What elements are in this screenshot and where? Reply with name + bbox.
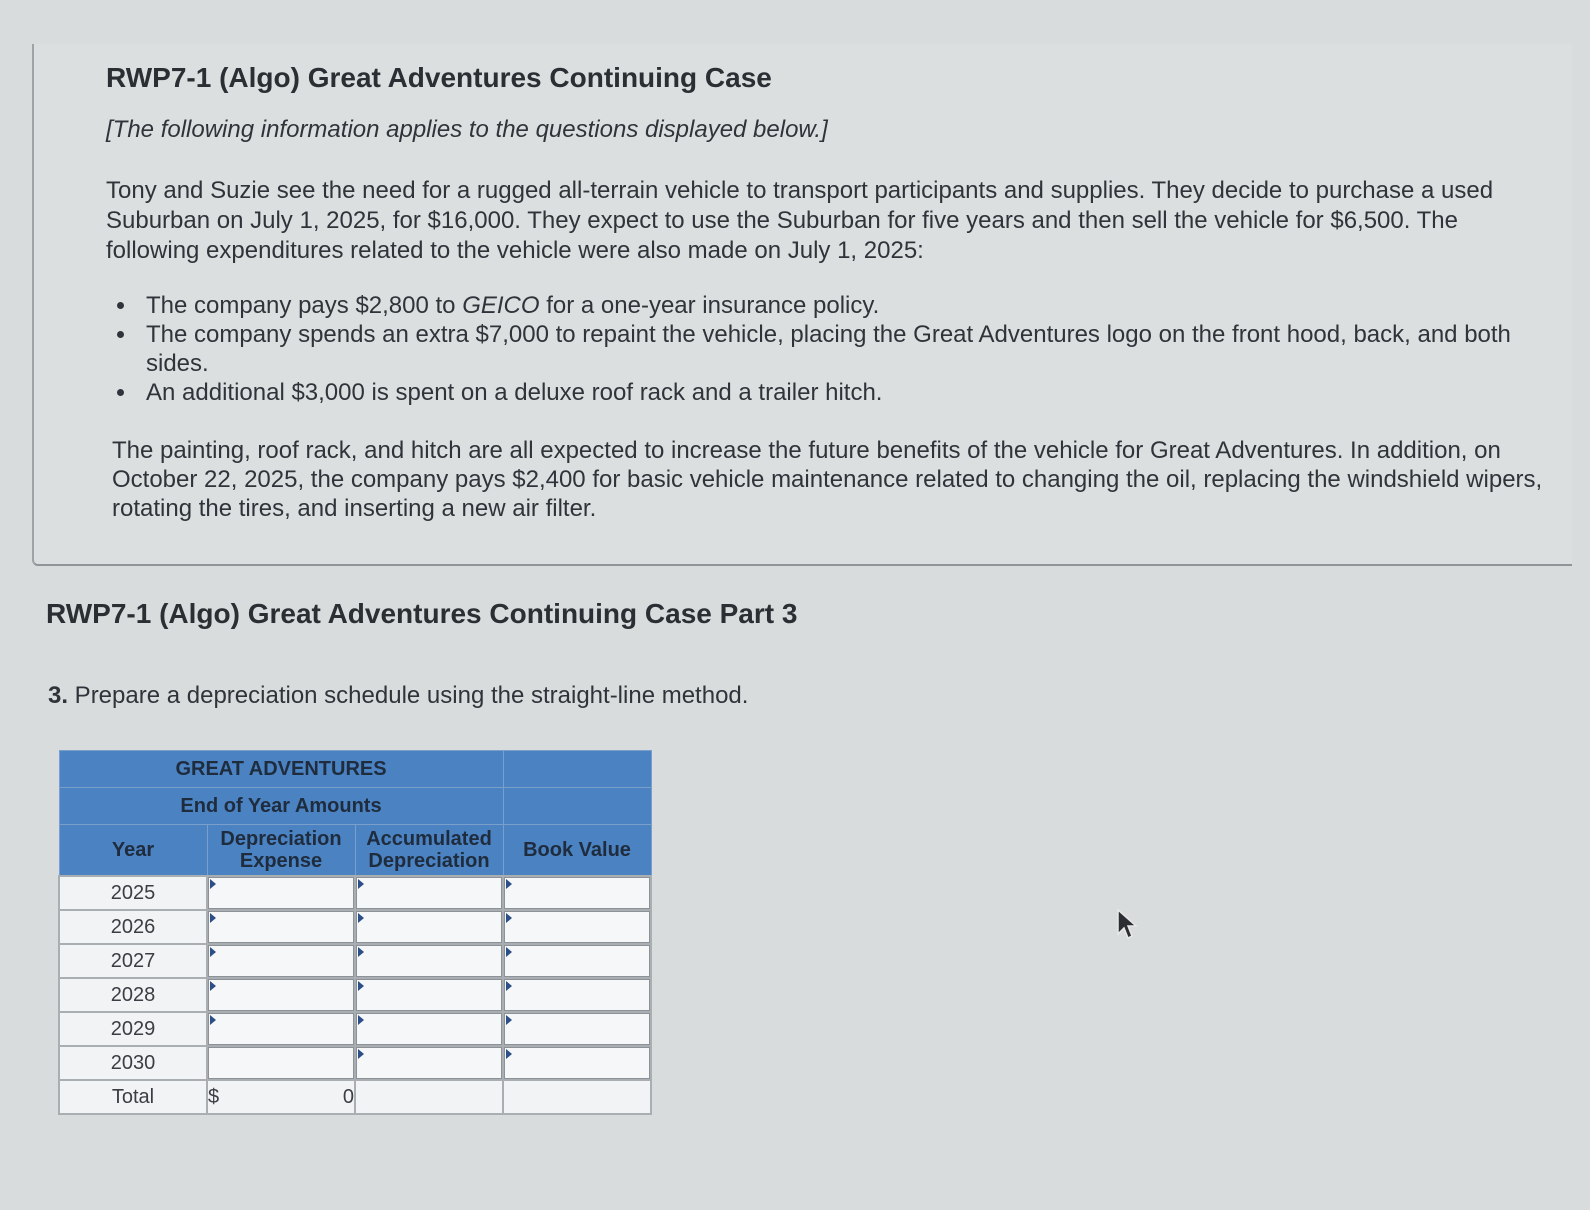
flag-icon xyxy=(210,947,216,957)
table-row xyxy=(59,1012,651,1046)
total-depreciation-expense: $ 0 xyxy=(207,1080,355,1114)
year-cell: 2030 xyxy=(59,1046,207,1080)
total-accumulated-empty xyxy=(355,1080,503,1114)
flag-icon xyxy=(210,879,216,889)
book-value-input[interactable] xyxy=(504,877,650,909)
depreciation-expense-input[interactable] xyxy=(208,1013,354,1045)
year-cell: 2026 xyxy=(59,910,207,944)
accumulated-depreciation-input[interactable] xyxy=(356,1047,502,1079)
header-filler xyxy=(503,788,651,825)
table-row xyxy=(59,876,651,910)
column-header-depreciation-expense: Depreciation Expense xyxy=(207,825,355,877)
table-row xyxy=(59,1046,651,1080)
flag-icon xyxy=(358,947,364,957)
list-item: • The company pays $2,800 to GEICO for a one-year insurance policy. xyxy=(138,291,1578,320)
part-title: RWP7-1 (Algo) Great Adventures Continuing Case Part 3 xyxy=(46,598,798,629)
flag-icon xyxy=(358,1049,364,1059)
flag-icon xyxy=(506,913,512,923)
header-filler xyxy=(503,751,651,788)
flag-icon xyxy=(506,879,512,889)
company-header: GREAT ADVENTURES xyxy=(59,751,503,788)
depreciation-schedule-table xyxy=(58,750,652,1115)
year-cell: 2025 xyxy=(59,876,207,910)
flag-icon xyxy=(506,1015,512,1025)
depreciation-expense-input[interactable] xyxy=(208,1047,354,1079)
total-row xyxy=(59,1080,651,1114)
flag-icon xyxy=(358,981,364,991)
flag-icon xyxy=(210,981,216,991)
accumulated-depreciation-input[interactable] xyxy=(356,911,502,943)
table-row xyxy=(59,910,651,944)
case-title: RWP7-1 (Algo) Great Adventures Continuing Case xyxy=(106,62,772,93)
column-header-book-value: Book Value xyxy=(503,825,651,877)
flag-icon xyxy=(210,1015,216,1025)
depreciation-expense-input[interactable] xyxy=(208,945,354,977)
total-book-value-empty xyxy=(503,1080,651,1114)
flag-icon xyxy=(358,879,364,889)
accumulated-depreciation-input[interactable] xyxy=(356,877,502,909)
question-text: 3. Prepare a depreciation schedule using the straight-line method. xyxy=(48,682,749,709)
flag-icon xyxy=(358,1015,364,1025)
case-paragraph-2: The painting, roof rack, and hitch are all expected to increase the future benefits of the vehicle for Great Adventures. In addition, on October 22, 2025, the company pays $2,400 for basic vehicle maintenance related to changing the oil, replacing the windshield wipers, rotating the tires, and inserting a new air filter. xyxy=(112,437,1543,522)
book-value-input[interactable] xyxy=(504,945,650,977)
book-value-input[interactable] xyxy=(504,911,650,943)
table-row xyxy=(59,978,651,1012)
expenditure-list xyxy=(114,291,1578,407)
depreciation-expense-input[interactable] xyxy=(208,979,354,1011)
book-value-input[interactable] xyxy=(504,1013,650,1045)
year-cell: 2028 xyxy=(59,978,207,1012)
flag-icon xyxy=(506,981,512,991)
year-cell: 2029 xyxy=(59,1012,207,1046)
accumulated-depreciation-input[interactable] xyxy=(356,979,502,1011)
flag-icon xyxy=(506,1049,512,1059)
column-header-year: Year xyxy=(59,825,207,877)
accumulated-depreciation-input[interactable] xyxy=(356,1013,502,1045)
list-item: • The company spends an extra $7,000 to repaint the vehicle, placing the Great Adventures logo on the front hood, back, and both sides. xyxy=(138,320,1578,378)
flag-icon xyxy=(358,913,364,923)
case-paragraph-1: Tony and Suzie see the need for a rugged all-terrain vehicle to transport participants and supplies. They decide to purchase a used Suburban on July 1, 2025, for $16,000. They expect to use the Suburban for five years and then sell the vehicle for $6,500. The following expenditures related to the vehicle were also made on July 1, 2025: xyxy=(106,177,1494,264)
depreciation-expense-input[interactable] xyxy=(208,911,354,943)
depreciation-expense-input[interactable] xyxy=(208,877,354,909)
case-intro: [The following information applies to the questions displayed below.] xyxy=(106,116,828,143)
total-label: Total xyxy=(59,1080,207,1114)
subtitle-header: End of Year Amounts xyxy=(59,788,503,825)
book-value-input[interactable] xyxy=(504,1047,650,1079)
mouse-cursor-icon xyxy=(1116,908,1140,942)
accumulated-depreciation-input[interactable] xyxy=(356,945,502,977)
flag-icon xyxy=(210,913,216,923)
column-header-accumulated-depreciation: Accumulated Depreciation xyxy=(355,825,503,877)
table-row xyxy=(59,944,651,978)
year-cell: 2027 xyxy=(59,944,207,978)
book-value-input[interactable] xyxy=(504,979,650,1011)
case-info-panel xyxy=(32,44,1572,566)
list-item: • An additional $3,000 is spent on a deluxe roof rack and a trailer hitch. xyxy=(138,378,1578,407)
flag-icon xyxy=(506,947,512,957)
